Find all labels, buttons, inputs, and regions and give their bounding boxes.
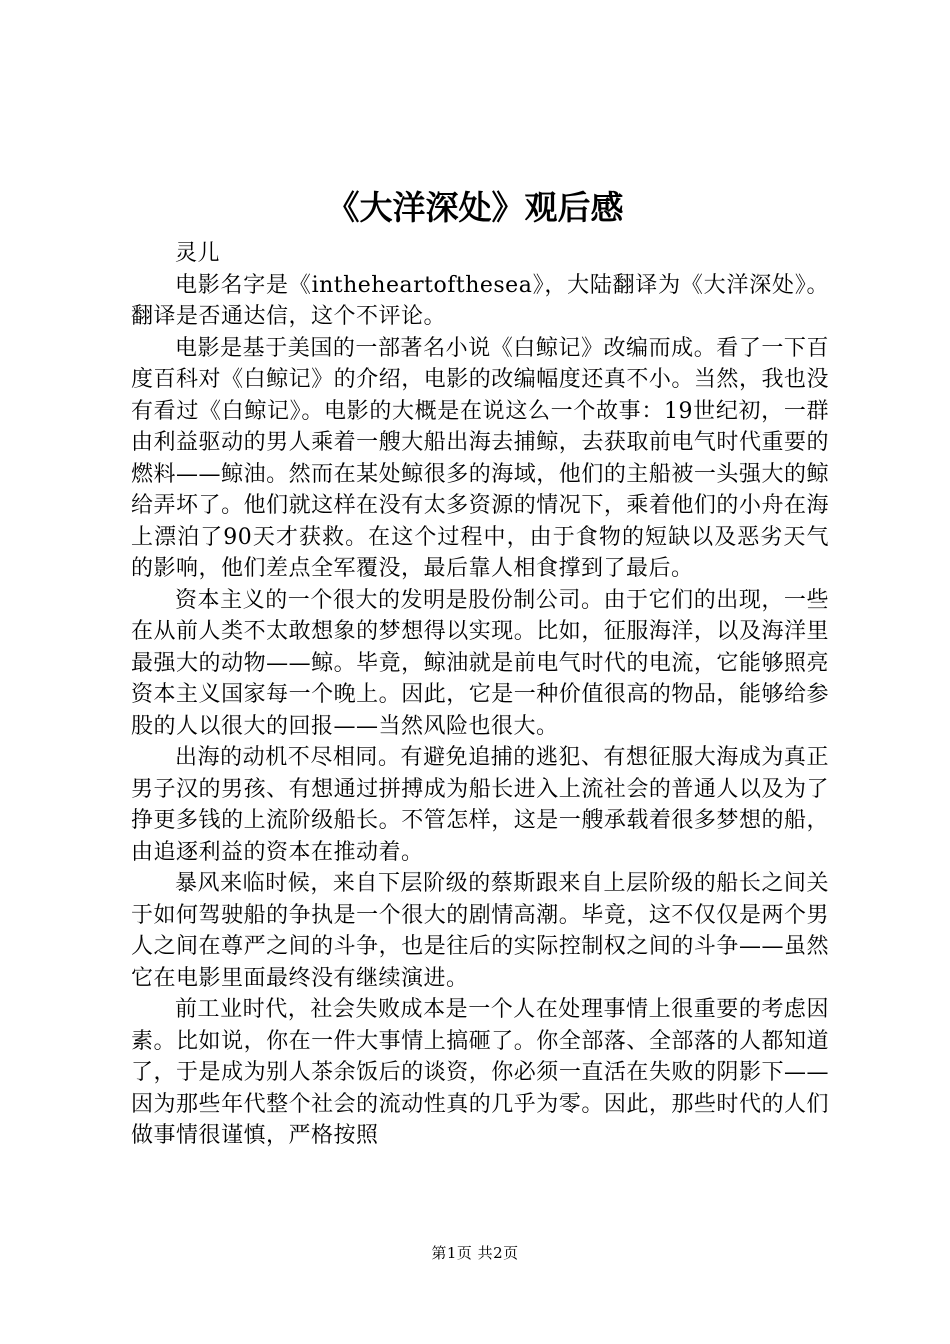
paragraph: 资本主义的一个很大的发明是股份制公司。由于它们的出现，一些在从前人类不太敢想象的梦想得以实现。比如，征服海洋，以及海洋里最强大的动物——鲸。毕竟，鲸油就是前电气时代的电流，它能够照亮资本主义国家每一个晚上。因此，它是一种价值很高的物品，能够给参股的人以很大的回报——当然风险也很大。	[131, 587, 829, 739]
page-footer: 第1页 共2页	[431, 1244, 519, 1262]
paragraph: 出海的动机不尽相同。有避免追捕的逃犯、有想征服大海成为真正男子汉的男孩、有想通过拼搏成为船长进入上流社会的普通人以及为了挣更多钱的上流阶级船长。不管怎样，这是一艘承载着很多梦想的船，由追逐利益的资本在推动着。	[131, 745, 829, 865]
paragraph: 暴风来临时候，来自下层阶级的蔡斯跟来自上层阶级的船长之间关于如何驾驶船的争执是一个很大的剧情高潮。毕竟，这不仅仅是两个男人之间在尊严之间的斗争，也是往后的实际控制权之间的斗争——虽然它在电影里面最终没有继续演进。	[131, 871, 829, 991]
paragraph: 电影名字是《intheheartofthesea》，大陆翻译为《大洋深处》。翻译是否通达信，这个不评论。	[131, 272, 829, 329]
document-title: 《大洋深处》观后感	[326, 188, 624, 227]
paragraph: 前工业时代，社会失败成本是一个人在处理事情上很重要的考虑因素。比如说，你在一件大事情上搞砸了。你全部落、全部落的人都知道了，于是成为别人茶余饭后的谈资，你必须一直活在失败的阴影下——因为那些年代整个社会的流动性真的几乎为零。因此，那些时代的人们做事情很谨慎，严格按照	[131, 997, 829, 1148]
paragraph: 电影是基于美国的一部著名小说《白鲸记》改编而成。看了一下百度百科对《白鲸记》的介绍，电影的改编幅度还真不小。当然，我也没有看过《白鲸记》。电影的大概是在说这么一个故事：19世纪初，一群由利益驱动的男人乘着一艘大船出海去捕鲸，去获取前电气时代重要的燃料——鲸油。然而在某处鲸很多的海域，他们的主船被一头强大的鲸给弄坏了。他们就这样在没有太多资源的情况下，乘着他们的小舟在海上漂泊了90天才获救。在这个过程中，由于食物的短缺以及恶劣天气的影响，他们差点全军覆没，最后靠人相食撑到了最后。	[131, 335, 829, 581]
author-line: 灵儿	[175, 241, 221, 266]
document-body	[131, 238, 829, 1152]
